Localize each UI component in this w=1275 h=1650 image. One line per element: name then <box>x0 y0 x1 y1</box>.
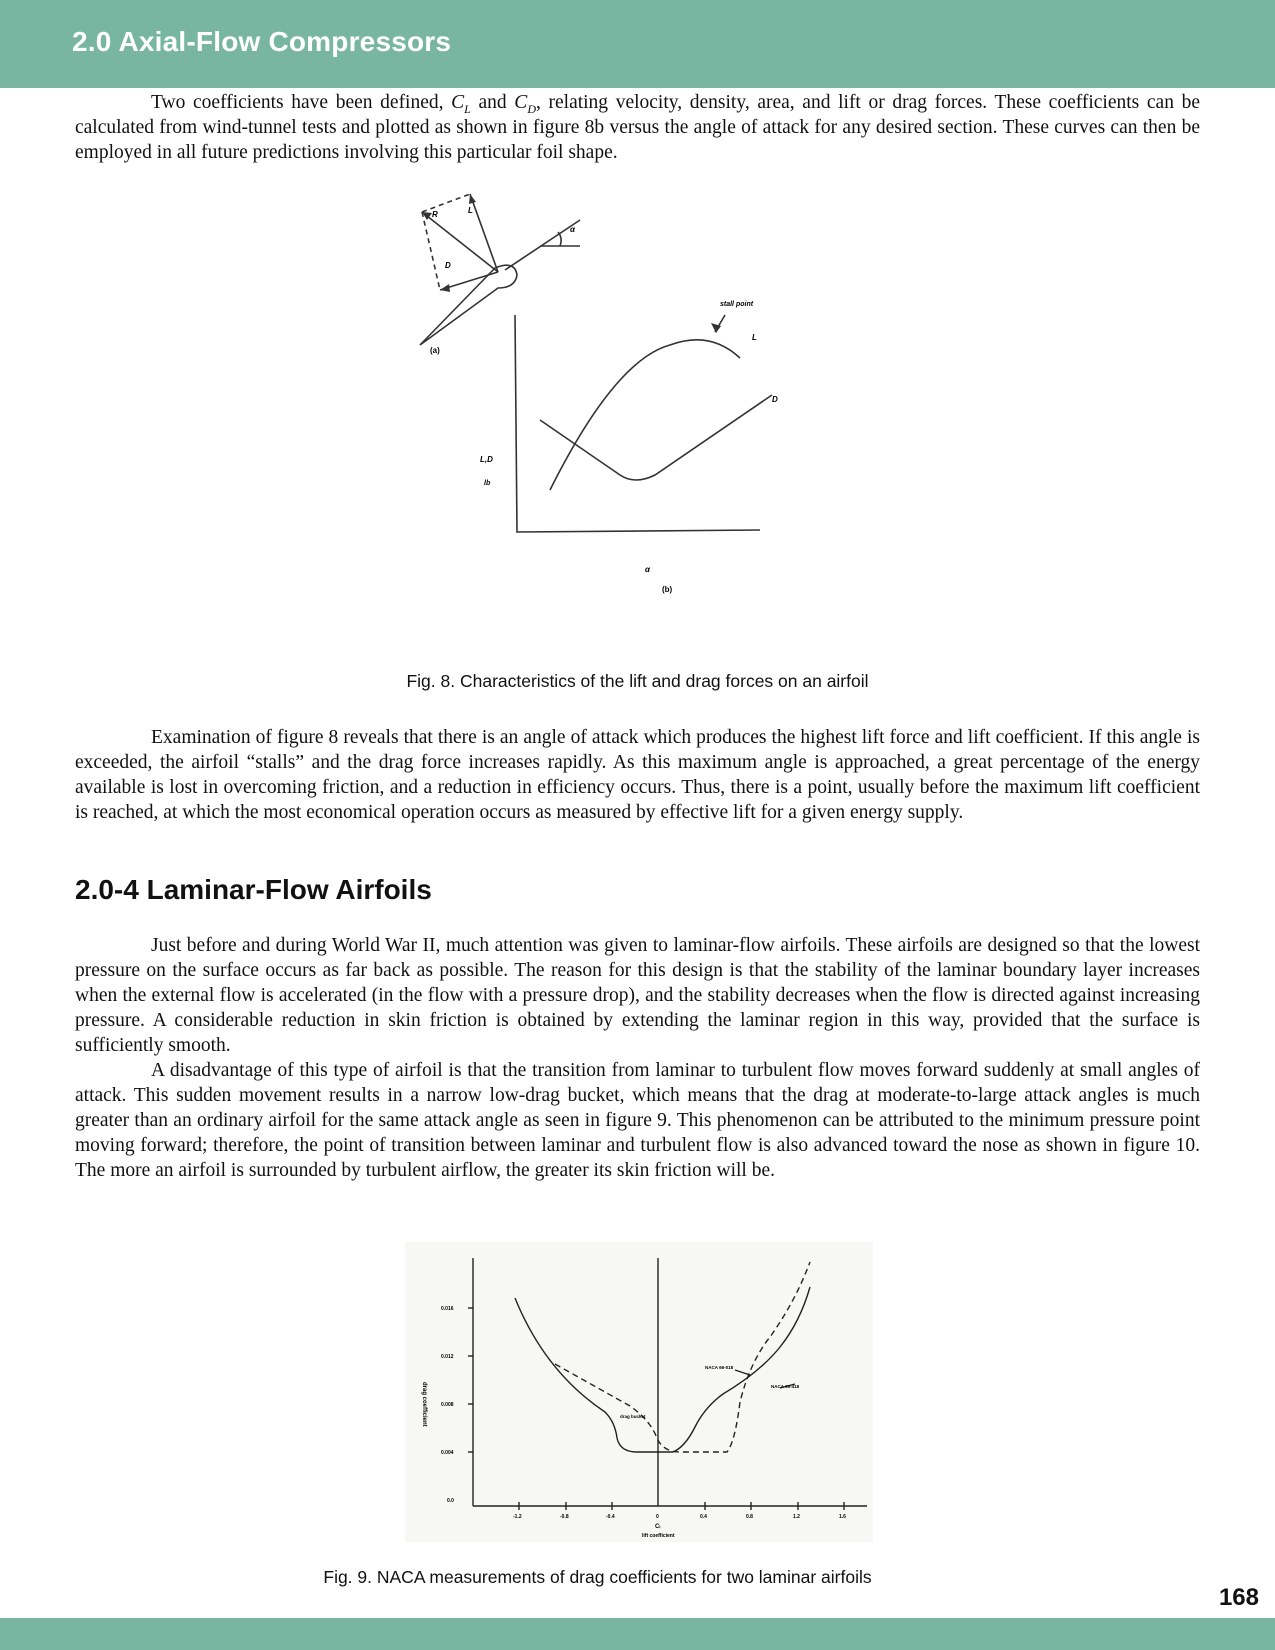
airfoil-shape <box>420 265 517 345</box>
y-tick-label: 0.004 <box>441 1450 454 1456</box>
label-part-a: (a) <box>430 346 440 355</box>
x-tick-label: 0 <box>656 1514 659 1520</box>
label-x-axis-alpha: α <box>645 565 650 574</box>
x-axis-symbol: Cₗ <box>655 1524 661 1530</box>
page-number: 168 <box>1218 1584 1259 1611</box>
y-axis-title: drag coefficient <box>421 1382 427 1427</box>
paragraph-examination: Examination of figure 8 reveals that there is an angle of attack which produces the highest lift force and lift coefficient. If this angle is exceeded, the airfoil “stalls” and the drag force increases rapidly. As this maximum angle is approached, a great percentage of the energy available is lost in overcoming friction, and a reduction in efficiency occurs. Thus, there is a point, usually before the maximum lift coefficient is reached, at which the most economical operation occurs as measured by effective lift for a given energy supply. <box>75 727 1200 823</box>
label-R: R <box>432 210 438 219</box>
figure-9-background <box>405 1242 873 1542</box>
paragraph-coefficients: Two coefficients have been defined, $C_L$ and $C_D$, relating velocity, density, area, and lift or drag forces. These coefficients can be calculated from wind-tunnel tests and plotted as shown in figure 8b versus the angle of attack for any desired section. These curves can then be employed in all future predictions involving this particular foil shape. <box>75 92 1201 163</box>
x-tick-label: -0.4 <box>606 1514 615 1520</box>
chapter-title: 2.0 Axial-Flow Compressors <box>72 26 452 57</box>
page-footer-bar <box>0 1618 1275 1650</box>
figure-8-caption: Fig. 8. Characteristics of the lift and drag forces on an airfoil <box>406 671 869 691</box>
section-heading: 2.0-4 Laminar-Flow Airfoils <box>75 874 432 905</box>
label-y-axis-LD: L,D <box>480 455 493 464</box>
y-tick-label: 0.016 <box>441 1306 454 1312</box>
x-tick-label: 1.2 <box>793 1514 800 1520</box>
label-y-axis-unit: lb <box>484 480 491 487</box>
lift-curve <box>550 340 740 490</box>
legend-naca-65-418: NACA 65-418 <box>771 1384 800 1389</box>
x-tick-label: -0.8 <box>560 1514 569 1520</box>
y-tick-label: 0.008 <box>441 1402 454 1408</box>
paragraph-disadvantage: A disadvantage of this type of airfoil is that the transition from laminar to turbulent flow moves forward suddenly at small angles of attack. This sudden movement results in a narrow low-drag bucket, which means that the drag at moderate-to-large attack angles is much greater than an ordinary airfoil for the same attack angle as seen in figure 9. This phenomenon can be attributed to the minimum pressure point moving forward; therefore, the point of transition between laminar and turbulent flow is also advanced toward the nose as shown in figure 10. The more an airfoil is surrounded by turbulent airflow, the greater its skin friction will be. <box>75 1060 1200 1181</box>
paragraph-laminar-intro: Just before and during World War II, much attention was given to laminar-flow airfoils. These airfoils are designed so that the lowest pressure on the surface occurs as far back as possible. The reason for this design is that the stability of the laminar boundary layer increases when the external flow is accelerated (in the flow with a pressure drop), and the stability decreases when the flow is directed against increasing pressure. A considerable reduction in skin friction is obtained by extending the laminar region in this way, provided that the surface is sufficiently smooth. <box>75 935 1200 1056</box>
vector-dashed-top <box>422 194 470 212</box>
legend-naca-66-018: NACA 66-018 <box>705 1365 734 1370</box>
label-alpha: α <box>570 225 575 234</box>
figure-9-naca-drag-chart <box>405 1242 873 1542</box>
x-tick-label: 0.8 <box>746 1514 753 1520</box>
x-tick-label: -1.2 <box>513 1514 522 1520</box>
flow-line <box>505 220 580 270</box>
label-drag-bucket: drag bucket <box>620 1414 646 1419</box>
label-D-curve: D <box>772 395 778 404</box>
page-header-bar <box>0 0 1275 88</box>
label-L: L <box>468 206 473 215</box>
x-tick-label: 1.6 <box>839 1514 846 1520</box>
y-tick-label: 0.0 <box>447 1498 454 1504</box>
x-axis-title: lift coefficient <box>642 1533 675 1539</box>
figure-9-caption: Fig. 9. NACA measurements of drag coefficients for two laminar airfoils <box>323 1567 872 1587</box>
label-D: D <box>445 261 451 270</box>
x-tick-label: 0.4 <box>700 1514 707 1520</box>
y-tick-label: 0.012 <box>441 1354 454 1360</box>
label-part-b: (b) <box>662 585 673 594</box>
figure-8-lift-drag-diagram <box>380 180 860 600</box>
label-L-curve: L <box>752 333 757 342</box>
drag-curve <box>540 395 772 480</box>
label-stall-point: stall point <box>720 301 754 308</box>
graph-axes <box>515 315 760 532</box>
